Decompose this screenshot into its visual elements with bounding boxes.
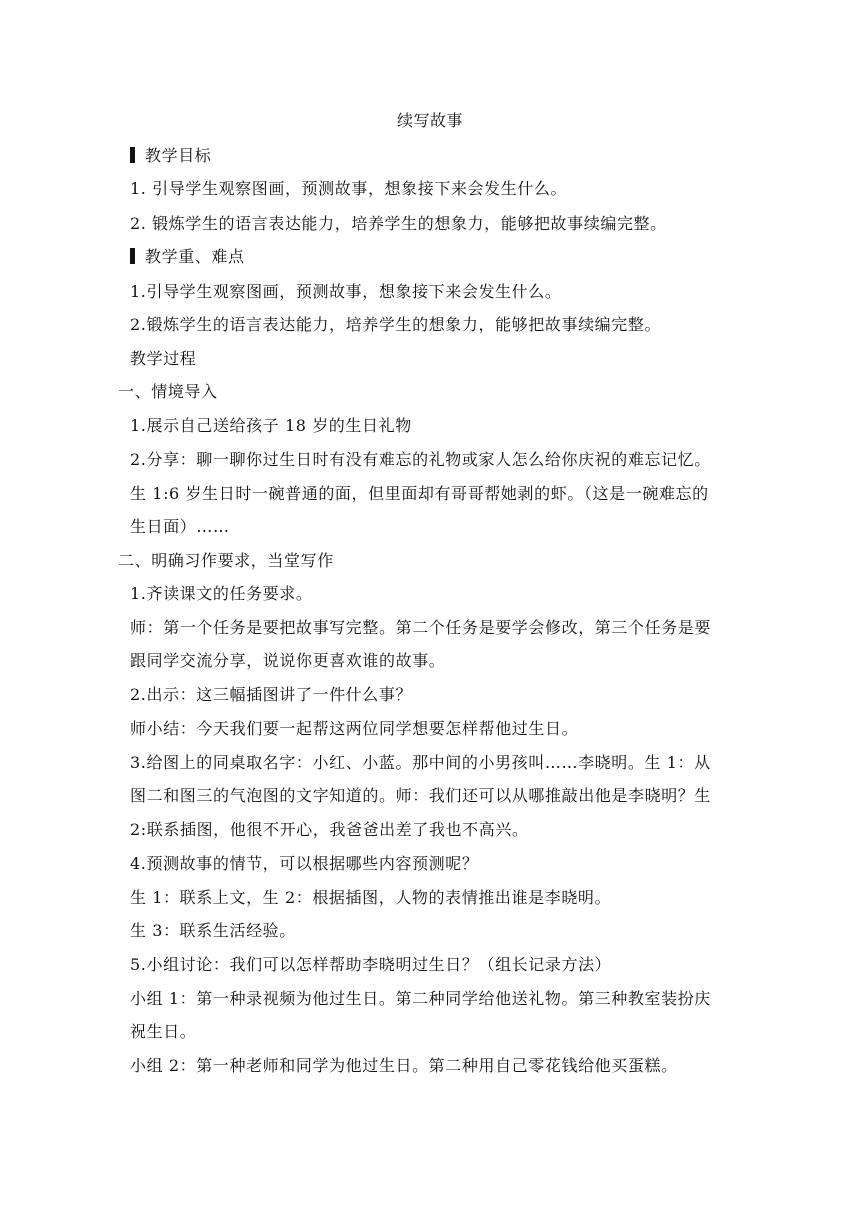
paragraph-line: 祝生日。 (130, 1022, 197, 1041)
paragraph-line: 生 3：联系生活经验。 (130, 921, 296, 940)
paragraph-line: 2.分享：聊一聊你过生日时有没有难忘的礼物或家人怎么给你庆祝的难忘记忆。 (130, 450, 711, 469)
process-heading: 教学过程 (130, 349, 197, 368)
heading-bar-icon (130, 147, 135, 163)
paragraph-line: 小组 1：第一种录视频为他过生日。第二种同学给他送礼物。第三种教室装扮庆 (130, 989, 711, 1008)
paragraph-line: 2.出示：这三幅插图讲了一件什么事？ (130, 685, 413, 704)
paragraph-line: 生 1:6 岁生日时一碗普通的面，但里面却有哥哥帮她剥的虾。（这是一碗难忘的 (130, 484, 709, 503)
paragraph-line: 小组 2：第一种老师和同学为他过生日。第二种用自己零花钱给他买蛋糕。 (130, 1056, 678, 1075)
paragraph-line: 3.给图上的同桌取名字：小红、小蓝。那中间的小男孩叫……李晓明。生 1：从 (130, 753, 711, 772)
paragraph-line: 5.小组讨论：我们可以怎样帮助李晓明过生日？（组长记录方法） (130, 955, 612, 974)
paragraph-line: 4.预测故事的情节，可以根据哪些内容预测呢？ (130, 854, 479, 873)
paragraph-line: 2:联系插图，他很不开心，我爸爸出差了我也不高兴。 (130, 820, 529, 839)
key-point-item: 2.锻炼学生的语言表达能力，培养学生的想象力，能够把故事续编完整。 (130, 315, 662, 334)
paragraph-line: 图二和图三的气泡图的文字知道的。师：我们还可以从哪推敲出他是李晓明？生 (130, 786, 712, 805)
paragraph-line: 师：第一个任务是要把故事写完整。第二个任务是要学会修改，第三个任务是要 (130, 618, 712, 637)
paragraph-line: 生日面）…… (130, 517, 230, 536)
goal-item: 1. 引导学生观察图画，预测故事，想象接下来会发生什么。 (130, 179, 568, 198)
paragraph-line: 师小结：今天我们要一起帮这两位同学想要怎样帮他过生日。 (130, 719, 579, 738)
paragraph-line: 生 1：联系上文，生 2：根据插图，人物的表情推出谁是李晓明。 (130, 888, 612, 907)
key-points-heading (130, 246, 740, 268)
goals-heading-text: 教学目标 (145, 146, 212, 165)
section-heading: 二、明确习作要求，当堂写作 (118, 551, 334, 570)
goal-item: 2. 锻炼学生的语言表达能力，培养学生的想象力，能够把故事续编完整。 (130, 214, 667, 233)
goals-heading (130, 145, 740, 167)
heading-bar-icon (130, 248, 135, 264)
paragraph-line: 跟同学交流分享，说说你更喜欢谁的故事。 (130, 651, 446, 670)
paragraph-line: 1.展示自己送给孩子 18 岁的生日礼物 (130, 416, 412, 435)
key-point-item: 1.引导学生观察图画，预测故事，想象接下来会发生什么。 (130, 282, 562, 301)
section-heading: 一、情境导入 (118, 382, 218, 401)
page-title: 续写故事 (396, 111, 463, 130)
paragraph-line: 1.齐读课文的任务要求。 (130, 584, 313, 603)
key-points-heading-text: 教学重、难点 (145, 247, 245, 266)
